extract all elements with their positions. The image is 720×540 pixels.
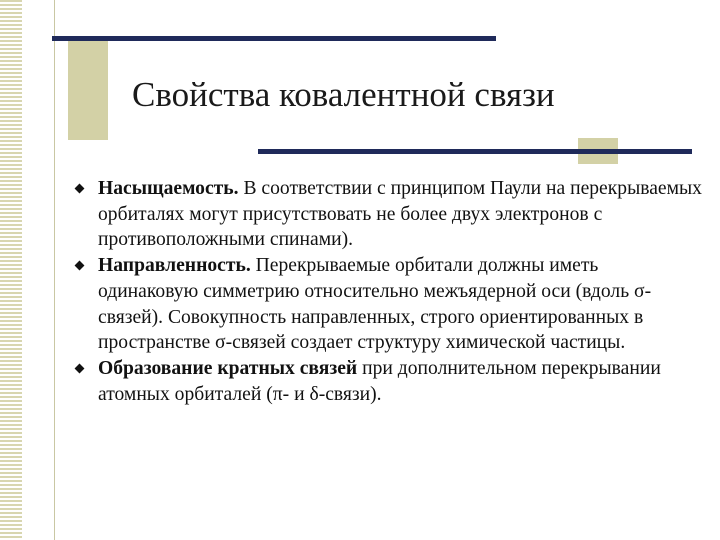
bullet-term: Образование кратных связей <box>98 357 358 379</box>
bullet-list <box>72 176 702 407</box>
list-item <box>72 356 702 407</box>
decorative-vertical-line <box>54 0 55 540</box>
list-item <box>72 176 702 253</box>
decorative-stripe-margin <box>0 0 22 540</box>
diamond-bullet-icon <box>75 363 85 373</box>
diamond-bullet-icon <box>75 184 85 194</box>
bullet-text: при дополнительном перекрывании атомных орбиталей (π- и δ-связи). <box>98 357 661 405</box>
list-item <box>72 253 702 356</box>
slide-title: Свойства ковалентной связи <box>132 75 555 114</box>
bullet-text: Перекрываемые орбитали должны иметь одинаковую симметрию относительно межъядерной оси (вдоль σ-связей). Совокупность направленных, строго ориентированных в пространстве σ-связей создает структуру химической частицы. <box>98 255 652 354</box>
diamond-bullet-icon <box>75 261 85 271</box>
decorative-bar-top <box>52 36 496 41</box>
decorative-bar-under-title <box>258 149 692 154</box>
bullet-term: Насыщаемость. <box>98 178 239 199</box>
bullet-text: В соответствии с принципом Паули на перекрываемых орбиталях могут присутствовать не более двух электронов с противоположными спинами). <box>98 178 702 251</box>
decorative-accent-block-top <box>68 38 108 140</box>
bullet-term: Направленность. <box>98 255 251 277</box>
